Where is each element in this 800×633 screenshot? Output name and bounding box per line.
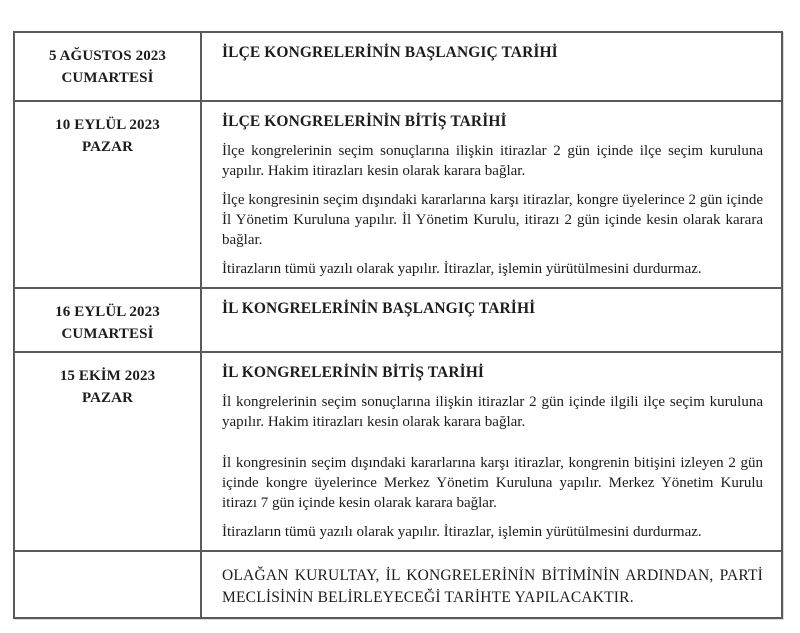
date-cell <box>14 288 201 352</box>
row-paragraph: İlçe kongrelerinin seçim sonuçlarına ilişkin itirazlar 2 gün içinde ilçe seçim kuruluna yapılır. Hakim itirazları kesin olarak karara bağlar. <box>222 143 763 179</box>
content-cell <box>201 288 782 352</box>
content-cell <box>201 101 782 288</box>
date-cell-empty <box>14 551 201 618</box>
table-row-ilce-baslangic <box>14 32 782 101</box>
date-cell <box>14 101 201 288</box>
date-cell <box>14 352 201 551</box>
date-line-1: 15 EKİM 2023 <box>59 368 156 384</box>
date-line-1: 16 EYLÜL 2023 <box>55 304 160 320</box>
table-row-ilce-bitis <box>14 101 782 288</box>
content-cell <box>201 32 782 101</box>
table-row-il-bitis <box>14 352 782 551</box>
row-heading: İL KONGRELERİNİN BAŞLANGIÇ TARİHİ <box>222 300 536 317</box>
row-heading: İLÇE KONGRELERİNİN BİTİŞ TARİHİ <box>222 113 507 130</box>
row-paragraph: İlçe kongresinin seçim dışındaki kararlarına karşı itirazlar, kongre üyelerince 2 gün içinde İl Yönetim Kuruluna yapılır. İl Yönetim Kurulu, itirazı 2 gün içinde kesin olarak karara bağlar. <box>222 192 763 248</box>
date-line-1: 5 AĞUSTOS 2023 <box>49 48 166 64</box>
date-line-2: PAZAR <box>81 390 134 406</box>
content-cell <box>201 551 782 618</box>
row-paragraph: İl kongresinin seçim dışındaki kararlarına karşı itirazlar, kongrenin bitişini izleyen 2 gün içinde kongre üyelerince Merkez Yönetim Kuruluna yapılır. Merkez Yönetim Kurulu itirazı 7 gün içinde kesin olarak karara bağlar. <box>222 455 763 511</box>
row-paragraph: İtirazların tümü yazılı olarak yapılır. İtirazlar, işlemin yürütülmesini durdurmaz. <box>222 261 702 277</box>
content-cell <box>201 352 782 551</box>
date-line-2: PAZAR <box>81 139 134 155</box>
row-paragraph: İl kongrelerinin seçim sonuçlarına ilişkin itirazlar 2 gün içinde ilgili ilçe seçim kuruluna yapılır. Hakim itirazları kesin olarak karara bağlar. <box>222 394 763 430</box>
date-cell <box>14 32 201 101</box>
row-heading: İL KONGRELERİNİN BİTİŞ TARİHİ <box>222 364 485 381</box>
date-line-2: CUMARTESİ <box>61 326 154 342</box>
date-line-2: CUMARTESİ <box>61 70 154 86</box>
final-note: OLAĞAN KURULTAY, İL KONGRELERİNİN BİTİMİNİN ARDINDAN, PARTİ MECLİSİNİN BELİRLEYECEĞİ TARİHTE YAPILACAKTIR. <box>222 567 763 606</box>
date-line-1: 10 EYLÜL 2023 <box>55 117 160 133</box>
table-row-kurultay-note <box>14 551 782 618</box>
table-row-il-baslangic <box>14 288 782 352</box>
row-heading: İLÇE KONGRELERİNİN BAŞLANGIÇ TARİHİ <box>222 44 558 61</box>
congress-schedule-table <box>13 31 783 619</box>
row-paragraph: İtirazların tümü yazılı olarak yapılır. İtirazlar, işlemin yürütülmesini durdurmaz. <box>222 524 702 540</box>
